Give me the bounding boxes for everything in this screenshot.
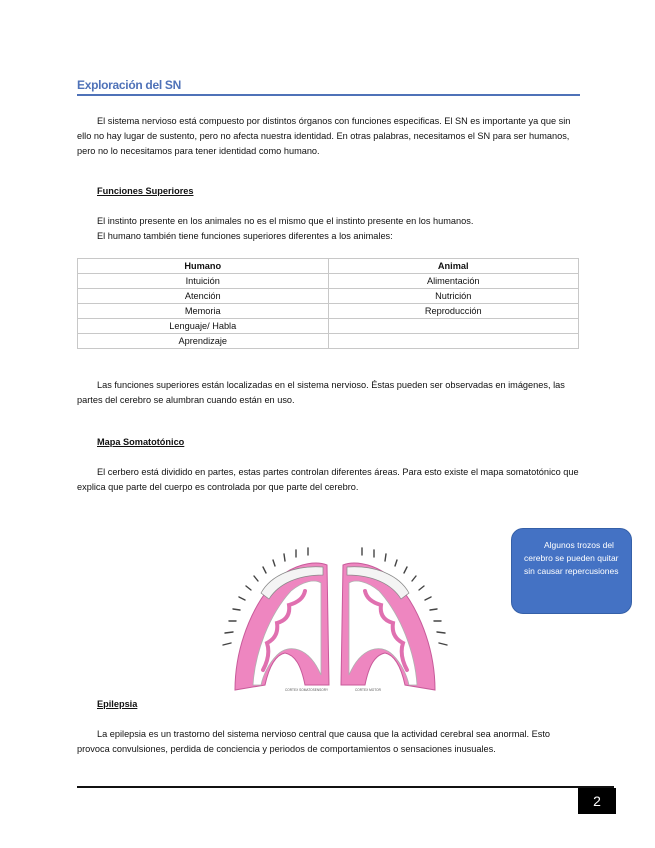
footer-rule	[77, 786, 614, 788]
callout-text: Algunos trozos del cerebro se pueden quitar sin causar repercusiones	[524, 540, 619, 576]
functions-table	[77, 258, 579, 349]
table-cell: Memoria	[78, 304, 329, 319]
table-cell: Atención	[78, 289, 329, 304]
table-header-row	[78, 259, 579, 274]
mapa-heading: Mapa Somatotónico	[97, 437, 185, 447]
table-row	[78, 319, 579, 334]
table-row	[78, 334, 579, 349]
section-title: Exploración del SN	[77, 78, 181, 92]
table-cell: Lenguaje/ Habla	[78, 319, 329, 334]
somatotopic-brain-illustration	[205, 535, 465, 695]
table-row	[78, 289, 579, 304]
table-cell	[328, 319, 579, 334]
title-underline	[77, 94, 580, 96]
funciones-closing-paragraph: Las funciones superiores están localizadas en el sistema nervioso. Éstas pueden ser observadas en imágenes, las partes del cerebro se alumbran cuando están en uso.	[77, 380, 565, 405]
column-header-animal: Animal	[328, 259, 579, 274]
table-row	[78, 304, 579, 319]
table-cell: Aprendizaje	[78, 334, 329, 349]
epilepsia-heading: Epilepsia	[97, 699, 138, 709]
column-header-humano: Humano	[78, 259, 329, 274]
mapa-paragraph: El cerbero está dividido en partes, estas partes controlan diferentes áreas. Para esto existe el mapa somatotónico que explica que parte del cuerpo es controlada por que parte del cerebro.	[77, 467, 579, 492]
funciones-line-1: El instinto presente en los animales no es el mismo que el instinto presente en los humanos.	[97, 216, 474, 226]
table-cell	[328, 334, 579, 349]
svg-text:CORTEX SOMATOSENSORY: CORTEX SOMATOSENSORY	[285, 688, 329, 692]
callout-box	[511, 528, 632, 614]
svg-text:CORTEX MOTOR: CORTEX MOTOR	[355, 688, 381, 692]
table-cell: Reproducción	[328, 304, 579, 319]
table-cell: Alimentación	[328, 274, 579, 289]
funciones-heading: Funciones Superiores	[97, 186, 194, 196]
page-number: 2	[578, 788, 616, 814]
table-cell: Nutrición	[328, 289, 579, 304]
table-cell: Intuición	[78, 274, 329, 289]
epilepsia-paragraph: La epilepsia es un trastorno del sistema nervioso central que causa que la actividad cerebral sea anormal. Esto provoca convulsiones, perdida de conciencia y periodos de comportamientos o sensaciones inusuales.	[77, 729, 550, 754]
funciones-line-2: El humano también tiene funciones superiores diferentes a los animales:	[97, 231, 393, 241]
intro-paragraph: El sistema nervioso está compuesto por distintos órganos con funciones especificas. El SN es importante ya que sin ello no hay lugar de sustento, pero no afecta nuestra identidad. En otras palabras, necesitamos el SN para ser humanos, pero no lo necesitamos para tener identidad como humano.	[77, 116, 571, 156]
table-row	[78, 274, 579, 289]
